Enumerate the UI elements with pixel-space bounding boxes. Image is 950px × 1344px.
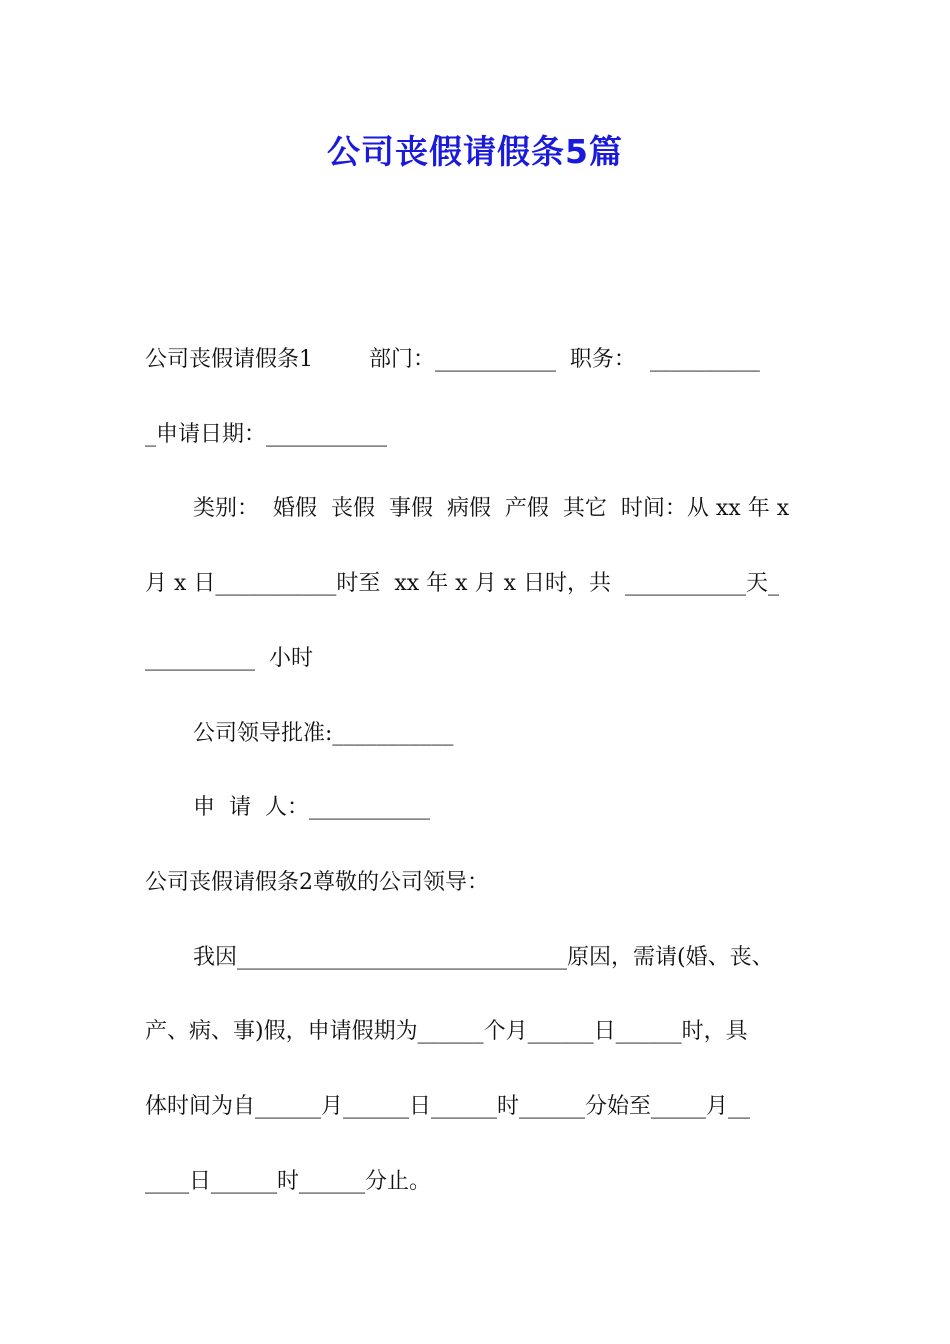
text-line-2: _申请日期：___________ — [145, 422, 388, 447]
text-line-6: 公司领导批准:___________ — [193, 721, 454, 746]
text-line-5: __________ 小时 — [145, 646, 313, 671]
text-line-11: 体时间为自______月______日______时______分始至_____月__ — [145, 1094, 751, 1119]
text-line-3: 类别： 婚假 丧假 事假 病假 产假 其它 时间：从 xx 年 x — [193, 496, 790, 521]
text-line-10: 产、病、事)假，申请假期为______个月______日______时，具 — [145, 1019, 748, 1044]
text-line-8: 公司丧假请假条2尊敬的公司领导： — [145, 870, 489, 895]
text-line-9: 我因______________________________原因，需请(婚、丧、 — [193, 945, 774, 970]
document-title: 公司丧假请假条5篇 — [327, 132, 623, 171]
text-line-4: 月 x 日___________时至 xx 年 x 月 x 日时，共 ___________天_ — [145, 571, 779, 596]
text-line-7: 申 请 人：___________ — [193, 795, 430, 820]
text-line-1: 公司丧假请假条1 部门：___________ 职务： __________ — [145, 347, 760, 372]
text-line-12: ____日______时______分止。 — [145, 1169, 432, 1194]
